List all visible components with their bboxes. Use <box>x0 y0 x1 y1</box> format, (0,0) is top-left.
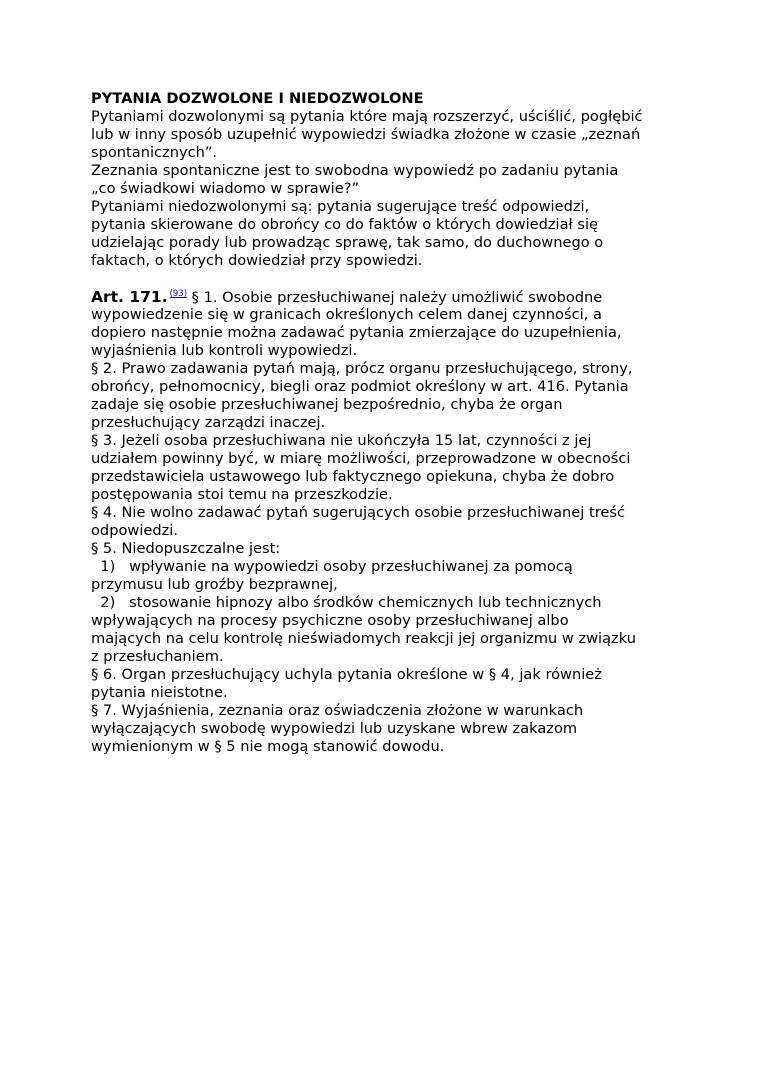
text-line: § 4. Nie wolno zadawać pytań sugerujących osobie przesłuchiwanej treść <box>91 504 625 521</box>
text-line: § 3. Jeżeli osoba przesłuchiwana nie ukończyła 15 lat, czynności z jej <box>91 432 592 449</box>
text-line: pytania skierowane do obrońcy co do faktów o których dowiedział się <box>91 216 598 233</box>
text-line: spontanicznych”. <box>91 144 218 161</box>
document-page <box>91 90 681 756</box>
text-line: „co świadkowi wiadomo w sprawie?” <box>91 180 360 197</box>
text-line: faktach, o których dowiedział przy spowiedzi. <box>91 252 423 269</box>
intro-paragraph <box>91 108 681 270</box>
text-line: 2) stosowanie hipnozy albo środków chemicznych lub technicznych <box>91 594 602 611</box>
text-line: wpływających na procesy psychiczne osoby przesłuchiwanej albo <box>91 612 569 629</box>
text-line: zadaje się osobie przesłuchiwanej bezpośrednio, chyba że organ <box>91 396 563 413</box>
text-line: wymienionym w § 5 nie mogą stanowić dowodu. <box>91 738 445 755</box>
text-line: obrońcy, pełnomocnicy, biegli oraz podmiot określony w art. 416. Pytania <box>91 378 629 395</box>
text-line: Pytaniami niedozwolonymi są: pytania sugerujące treść odpowiedzi, <box>91 198 590 215</box>
text-line: wyłączających swobodę wypowiedzi lub uzyskane wbrew zakazom <box>91 720 578 737</box>
footnote-link[interactable]: (93) <box>169 289 188 299</box>
text-line: udzielając porady lub prowadząc sprawę, tak samo, do duchownego o <box>91 234 604 251</box>
document-title: PYTANIA DOZWOLONE I NIEDOZWOLONE <box>91 90 424 107</box>
text-line: § 2. Prawo zadawania pytań mają, prócz organu przesłuchującego, strony, <box>91 360 633 377</box>
article-label: Art. 171. <box>91 288 168 306</box>
paragraph-gap <box>91 270 681 288</box>
text-line: postępowania stoi temu na przeszkodzie. <box>91 486 393 503</box>
text-line: wyjaśnienia lub kontroli wypowiedzi. <box>91 342 358 359</box>
text-line: § 7. Wyjaśnienia, zeznania oraz oświadczenia złożone w warunkach <box>91 702 584 719</box>
text-line: § 6. Organ przesłuchujący uchyla pytania określone w § 4, jak również <box>91 666 602 683</box>
text-line: Zeznania spontaniczne jest to swobodna wypowiedź po zadaniu pytania <box>91 162 619 179</box>
text-line: przedstawiciela ustawowego lub faktycznego opiekuna, chyba że dobro <box>91 468 615 485</box>
article-171 <box>91 288 681 756</box>
article-first-line <box>91 288 681 306</box>
text-line: Pytaniami dozwolonymi są pytania które mają rozszerzyć, uściślić, pogłębić <box>91 108 643 125</box>
text-line: udziałem powinny być, w miarę możliwości, przeprowadzone w obecności <box>91 450 631 467</box>
text-line: odpowiedzi. <box>91 522 178 539</box>
text-line: z przesłuchaniem. <box>91 648 224 665</box>
text-line: dopiero następnie można zadawać pytania zmierzające do uzupełnienia, <box>91 324 622 341</box>
text-line: przymusu lub groźby bezprawnej, <box>91 576 338 593</box>
text-line: przesłuchujący zarządzi inaczej. <box>91 414 326 431</box>
text-line: lub w inny sposób uzupełnić wypowiedzi świadka złożone w czasie „zeznań <box>91 126 641 143</box>
text-line: § 5. Niedopuszczalne jest: <box>91 540 281 557</box>
article-first-line-text: § 1. Osobie przesłuchiwanej należy umożliwić swobodne <box>187 289 603 306</box>
text-line: 1) wpływanie na wypowiedzi osoby przesłuchiwanej za pomocą <box>91 558 573 575</box>
text-line: wypowiedzenie się w granicach określonych celem danej czynności, a <box>91 306 602 323</box>
text-line: pytania nieistotne. <box>91 684 228 701</box>
text-line: mających na celu kontrolę nieświadomych reakcji jej organizmu w związku <box>91 630 636 647</box>
